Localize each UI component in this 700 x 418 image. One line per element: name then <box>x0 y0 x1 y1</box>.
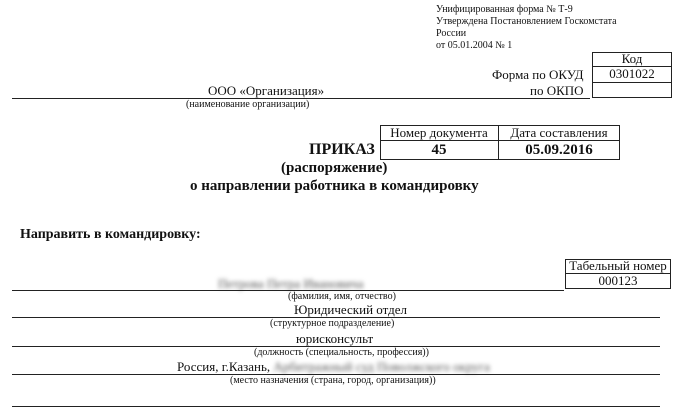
destination-caption: (место назначения (страна, город, организация)) <box>230 375 436 386</box>
department-caption: (структурное подразделение) <box>270 318 395 329</box>
okpo-label: по ОКПО <box>530 83 584 98</box>
organization-name: ООО «Организация» <box>208 83 325 98</box>
next-field-line <box>12 406 660 407</box>
form-header-line2: Утверждена Постановлением Госкомстата <box>436 16 617 27</box>
doc-date-header: Дата составления <box>510 125 608 140</box>
destination <box>177 359 490 375</box>
organization-caption: (наименование организации) <box>186 99 310 110</box>
destination-prefix: Россия, г.Казань, <box>177 359 271 374</box>
position: юрисконсульт <box>296 331 374 346</box>
code-header: Код <box>621 52 643 66</box>
employee-name: Петрова Петра Ивановича <box>218 276 364 291</box>
form-header-line4: от 05.01.2004 № 1 <box>436 40 513 51</box>
order-purpose: о направлении работника в командировку <box>190 178 479 194</box>
okpo-value <box>592 82 672 98</box>
send-label: Направить в командировку: <box>20 227 201 242</box>
employee-name-caption: (фамилия, имя, отчество) <box>288 291 396 302</box>
doc-number-header: Номер документа <box>390 125 488 140</box>
okud-label: Форма по ОКУД <box>492 67 584 82</box>
doc-date-value: 05.09.2016 <box>525 142 593 158</box>
doc-number-value: 45 <box>431 142 447 158</box>
department: Юридический отдел <box>294 302 407 317</box>
form-header-line1: Унифицированная форма № Т-9 <box>436 4 573 15</box>
position-caption: (должность (специальность, профессия)) <box>254 347 429 358</box>
okud-value: 0301022 <box>609 66 655 81</box>
order-title: ПРИКАЗ <box>309 141 375 158</box>
order-subtitle: (распоряжение) <box>281 160 388 176</box>
tab-number-header: Табельный номер <box>569 259 667 273</box>
tab-number-value: 000123 <box>598 273 638 288</box>
destination-rest: Арбитражный суд Поволжского округа <box>273 359 490 374</box>
form-header-line3: России <box>436 28 467 39</box>
